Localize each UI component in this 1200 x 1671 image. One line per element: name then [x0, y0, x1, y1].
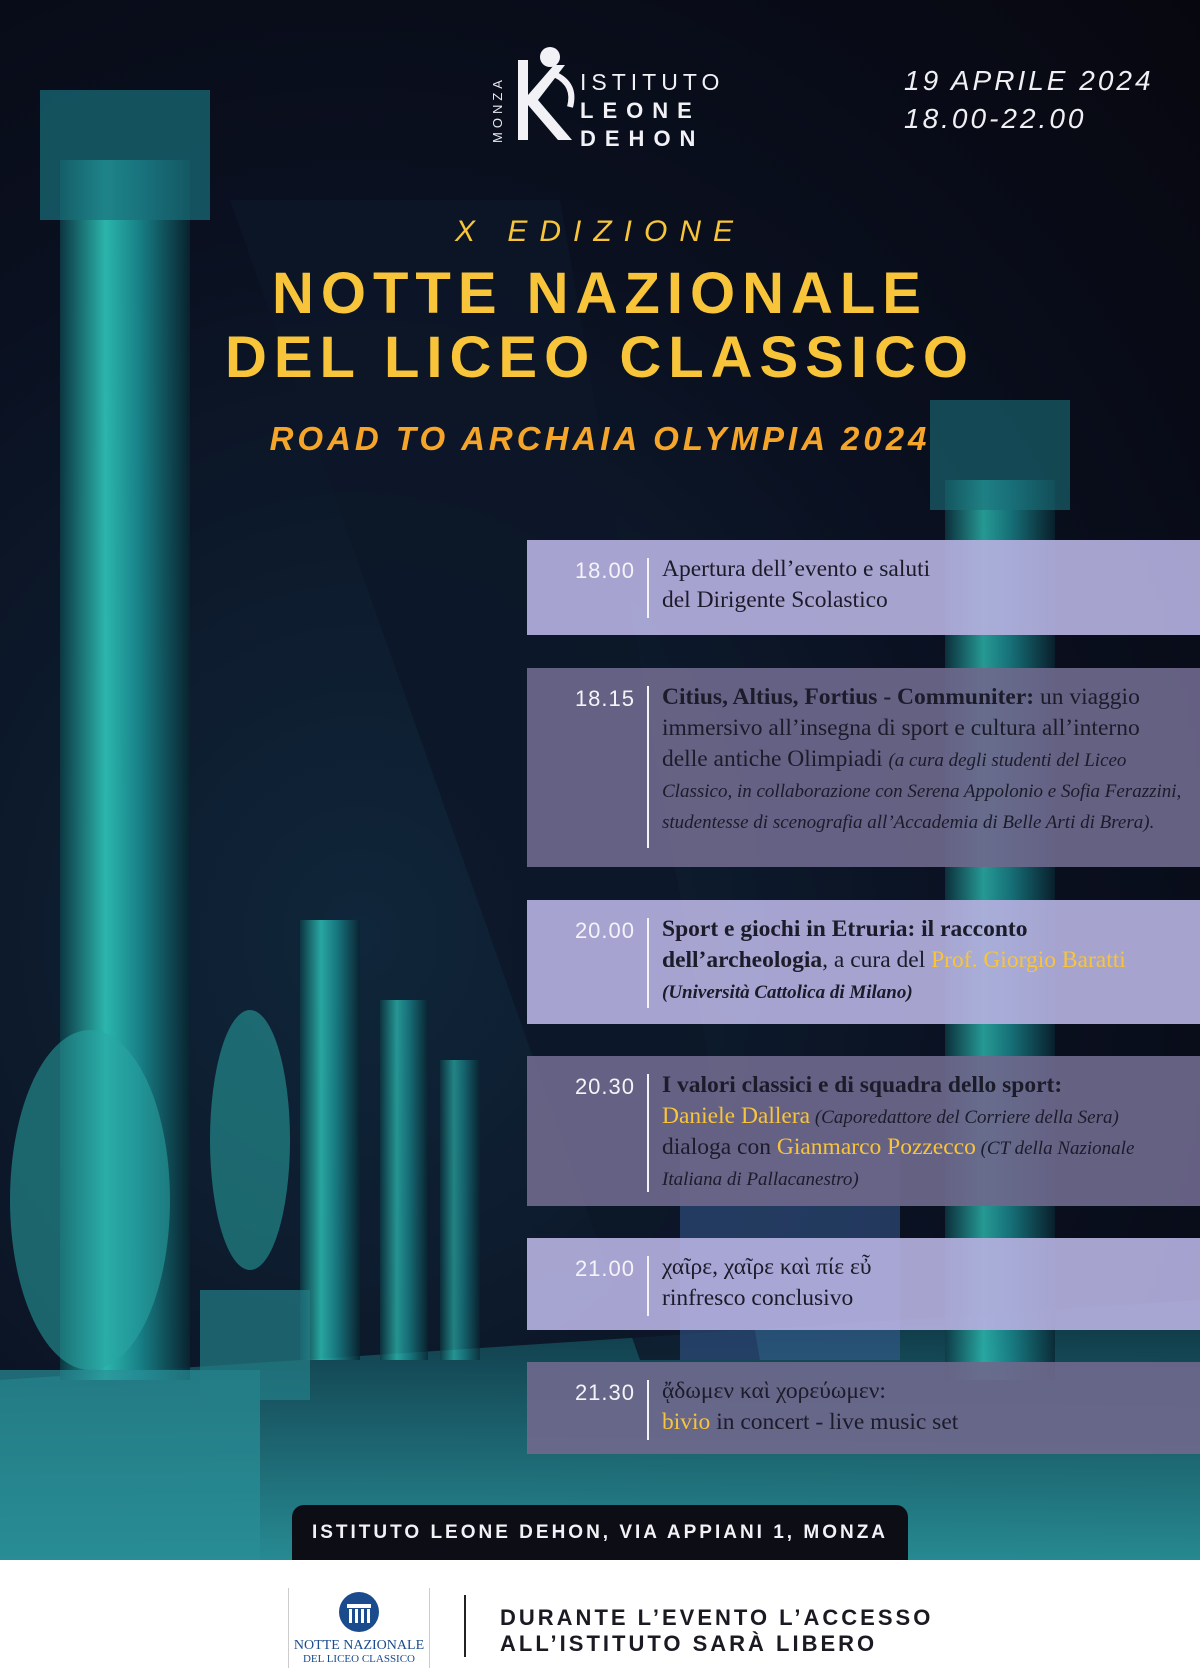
program-text [662, 1252, 1186, 1314]
program-item [527, 1238, 1200, 1330]
speaker-name: Gianmarco Pozzecco [776, 1134, 976, 1160]
program-title: Citius, Altius, Fortius - Communiter: [662, 684, 1035, 710]
program-description: un viaggio immersivo all’insegna di sport e cultura all’interno delle antiche Olimpiadi [662, 684, 1140, 772]
event-time: 18.00-22.00 [904, 103, 1087, 134]
program-item [527, 900, 1200, 1024]
divider [647, 918, 649, 1008]
program-note: (CT della Nazionale Italiana di Pallacanestro) [662, 1138, 1135, 1190]
program-time: 21.30 [574, 1380, 635, 1405]
institute-logo [490, 45, 725, 155]
program-note: (Università Cattolica di Milano) [662, 982, 913, 1003]
program-description: , a cura del [822, 947, 932, 973]
program-title: Sport e giochi in Etruria: il racconto dell’archeologia [662, 916, 1028, 973]
logo-city: MONZA [490, 76, 505, 144]
program-note: (Caporedattore del Corriere della Sera) [810, 1107, 1119, 1128]
program-text [662, 554, 1186, 616]
band-name: bivio [662, 1409, 711, 1435]
event-title-line2: DEL LICEO CLASSICO [224, 325, 976, 390]
speaker-name: Prof. Giorgio Baratti [931, 947, 1126, 973]
discus-thrower-icon [510, 45, 580, 150]
program-item [527, 540, 1200, 635]
program-line: Apertura dell’evento e saluti [662, 556, 931, 582]
program-time: 18.15 [574, 686, 635, 711]
notte-nazionale-logo [288, 1588, 430, 1668]
footer-logo-text1: NOTTE NAZIONALE [293, 1638, 425, 1653]
program-line: χαῖρε, χαῖρε καὶ πίε εὖ [662, 1254, 872, 1280]
footer-divider [464, 1595, 466, 1657]
access-note-line1: DURANTE L’EVENTO L’ACCESSO [500, 1605, 934, 1630]
program-line: del Dirigente Scolastico [662, 587, 888, 613]
edition-label: X EDIZIONE [454, 215, 746, 248]
divider [647, 1380, 649, 1440]
header [0, 0, 1200, 210]
event-title-line1: NOTTE NAZIONALE [272, 261, 928, 326]
program-item [527, 668, 1200, 867]
footer-logo-text2: DEL LICEO CLASSICO [302, 1653, 416, 1665]
program-time: 20.00 [574, 918, 635, 943]
event-subtitle: ROAD TO ARCHAIA OLYMPIA 2024 [269, 420, 931, 457]
logo-text-istituto: ISTITUTO [580, 69, 725, 95]
program-text [662, 914, 1186, 1007]
program-title: I valori classici e di squadra dello sport: [662, 1072, 1063, 1098]
logo-text-dehon: DEHON [580, 126, 705, 151]
program-time: 18.00 [574, 558, 635, 583]
program-text [662, 1070, 1186, 1194]
program-line: rinfresco conclusivo [662, 1285, 854, 1311]
divider [647, 558, 649, 618]
program-time: 21.00 [574, 1256, 635, 1281]
access-note [500, 1605, 933, 1657]
speaker-name: Daniele Dallera [662, 1103, 811, 1129]
program-item [527, 1362, 1200, 1454]
logo-text-leone: LEONE [580, 98, 701, 123]
program-text [662, 682, 1186, 837]
event-date-block [904, 62, 1154, 138]
column-icon [289, 1588, 429, 1636]
program-description: dialoga con [662, 1134, 777, 1160]
program-note: (a cura degli studenti del Liceo Classico, in collaborazione con Serena Appolonio e Sofia Ferazzini, studentesse di scenografia all’Accademia di Belle Arti di Brera). [662, 750, 1182, 833]
program-line: in concert - live music set [710, 1409, 959, 1435]
divider [647, 1256, 649, 1316]
divider [647, 1074, 649, 1192]
program-text [662, 1376, 1186, 1438]
venue-address: ISTITUTO LEONE DEHON, VIA APPIANI 1, MONZA [292, 1505, 908, 1560]
event-date: 19 APRILE 2024 [904, 65, 1154, 96]
access-note-line2: ALL’ISTITUTO SARÀ LIBERO [500, 1631, 878, 1656]
divider [647, 686, 649, 848]
program-line: ᾄδωμεν καὶ χορεύωμεν: [662, 1378, 886, 1404]
program-time: 20.30 [574, 1074, 635, 1099]
event-title [0, 262, 1200, 390]
program-item [527, 1056, 1200, 1206]
